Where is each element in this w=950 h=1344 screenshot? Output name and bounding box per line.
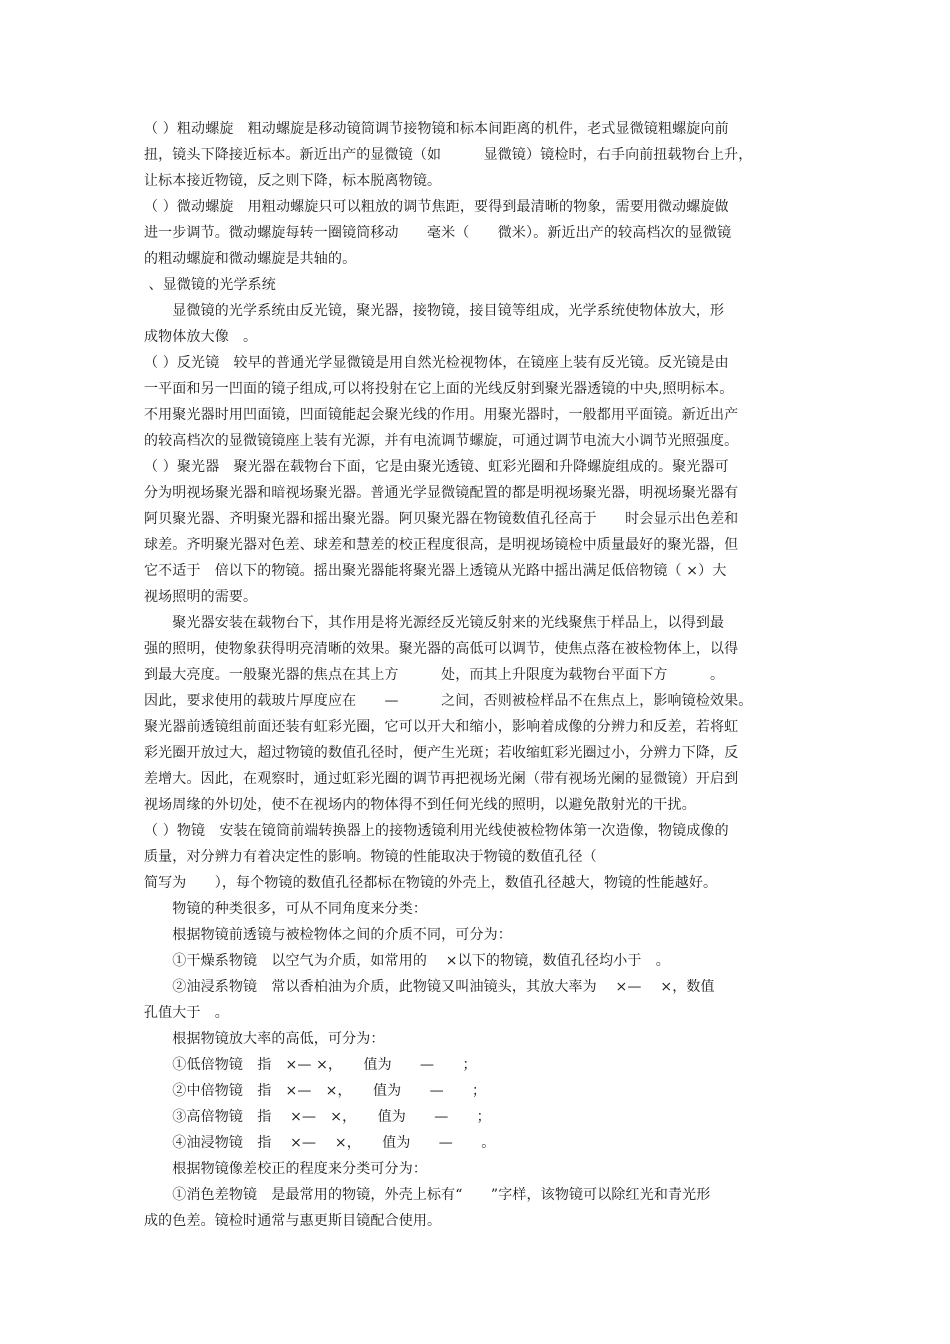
text-line: （ ）物镜 安装在镜筒前端转换器上的接物透镜利用光线使被检物体第一次造像，物镜成像的: [144, 823, 729, 839]
text-line: 它不适于 倍以下的物镜。摇出聚光器能将聚光器上透镜从光路中摇出满足低倍物镜（ ×）大: [144, 563, 727, 579]
text-line: ④油浸物镜 指 ×— ×， 值为 — 。: [144, 1135, 496, 1151]
text-line: ②油浸系物镜 常以香柏油为介质，此物镜又叫油镜头，其放大率为 ×— ×，数值: [144, 979, 715, 995]
text-line: 根据物镜像差校正的程度来分类可分为：: [144, 1161, 427, 1177]
text-line: 分为明视场聚光器和暗视场聚光器。普通光学显微镜配置的都是明视场聚光器，明视场聚光器有: [144, 485, 739, 501]
document-body: [144, 116, 807, 1234]
text-line: ①干燥系物镜 以空气为介质，如常用的 ×以下的物镜，数值孔径均小于 。: [144, 953, 670, 969]
text-line: 显微镜的光学系统由反光镜，聚光器，接物镜，接目镜等组成，光学系统使物体放大，形: [144, 303, 725, 319]
text-line: ①低倍物镜 指 ×— ×， 值为 — ；: [144, 1057, 477, 1073]
text-line: ①消色差物镜 是最常用的物镜，外壳上标有“ ”字样，该物镜可以除红光和青光形: [144, 1187, 711, 1203]
text-line: 的较高档次的显微镜镜座上装有光源，并有电流调节螺旋，可通过调节电流大小调节光照强度。: [144, 433, 739, 449]
text-line: 聚光器前透镜组前面还装有虹彩光圈，它可以开大和缩小，影响着成像的分辨力和反差，若将虹: [144, 719, 739, 735]
text-line: 孔值大于 。: [144, 1005, 229, 1021]
text-line: 视场照明的需要。: [144, 589, 258, 605]
text-line: 根据物镜放大率的高低，可分为：: [144, 1031, 385, 1047]
text-line: 进一步调节。微动螺旋每转一圈镜筒移动 毫米（ 微米）。新近出产的较高档次的显微镜: [144, 225, 732, 241]
text-line: 强的照明，使物象获得明亮清晰的效果。聚光器的高低可以调节，使焦点落在被检物体上，以得: [144, 641, 739, 657]
text-line: 视场周缘的外切处，使不在视场内的物体得不到任何光线的照明，以避免散射光的干扰。: [144, 797, 696, 813]
text-line: 扭，镜头下降接近标本。新近出产的显微镜（如 显微镜）镜检时，右手向前扭载物台上升，: [144, 147, 753, 163]
text-line: （ ）粗动螺旋 粗动螺旋是移动镜筒调节接物镜和标本间距离的机件，老式显微镜粗螺旋向前: [144, 121, 729, 137]
text-line: 聚光器安装在载物台下，其作用是将光源经反光镜反射来的光线聚焦于样品上，以得到最: [144, 615, 725, 631]
text-line: 物镜的种类很多，可从不同角度来分类：: [144, 901, 427, 917]
text-line: 因此，要求使用的载玻片厚度应在 — 之间，否则被检样品不在焦点上，影响镜检效果。: [144, 693, 753, 709]
text-line: ②中倍物镜 指 ×— ×， 值为 — ；: [144, 1083, 487, 1099]
text-line: 差增大。因此，在观察时，通过虹彩光圈的调节再把视场光阑（带有视场光阑的显微镜）开启到: [144, 771, 739, 787]
text-line: 阿贝聚光器、齐明聚光器和摇出聚光器。阿贝聚光器在物镜数值孔径高于 时会显示出色差和: [144, 511, 739, 527]
text-line: （ ）反光镜 较早的普通光学显微镜是用自然光检视物体，在镜座上装有反光镜。反光镜是由: [144, 355, 729, 371]
text-line: （ ）微动螺旋 用粗动螺旋只可以粗放的调节焦距，要得到最清晰的物象，需要用微动螺旋做: [144, 199, 729, 215]
text-line: 的粗动螺旋和微动螺旋是共轴的。: [144, 251, 357, 267]
text-line: 不用聚光器时用凹面镜，凹面镜能起会聚光线的作用。用聚光器时，一般都用平面镜。新近出产: [144, 407, 739, 423]
text-line: 成的色差。镜检时通常与惠更斯目镜配合使用。: [144, 1213, 442, 1229]
text-line: （ ）聚光器 聚光器在载物台下面，它是由聚光透镜、虹彩光圈和升降螺旋组成的。聚光器可: [144, 459, 729, 475]
text-line: 到最大亮度。一般聚光器的焦点在其上方 处，而其上升限度为载物台平面下方 。: [144, 667, 725, 683]
text-line: 根据物镜前透镜与被检物体之间的介质不同，可分为：: [144, 927, 512, 943]
text-line: 简写为 ），每个物镜的数值孔径都标在物镜的外壳上，数值孔径越大，物镜的性能越好。: [144, 875, 718, 891]
text-line: 让标本接近物镜，反之则下降，标本脱离物镜。: [144, 173, 442, 189]
section-heading: 、显微镜的光学系统: [144, 277, 276, 293]
text-line: ③高倍物镜 指 ×— ×， 值为 — ；: [144, 1109, 491, 1125]
text-line: 质量，对分辨力有着决定性的影响。物镜的性能取决于物镜的数值孔径（: [144, 849, 597, 865]
text-line: 一平面和另一凹面的镜子组成,可以将投射在它上面的光线反射到聚光器透镜的中央,照明标本。: [144, 381, 734, 397]
text-line: 球差。齐明聚光器对色差、球差和慧差的校正程度很高，是明视场镜检中质量最好的聚光器，但: [144, 537, 739, 553]
text-line: 成物体放大像 。: [144, 329, 258, 345]
text-line: 彩光圈开放过大，超过物镜的数值孔径时，便产生光斑；若收缩虹彩光圈过小，分辨力下降，反: [144, 745, 739, 761]
